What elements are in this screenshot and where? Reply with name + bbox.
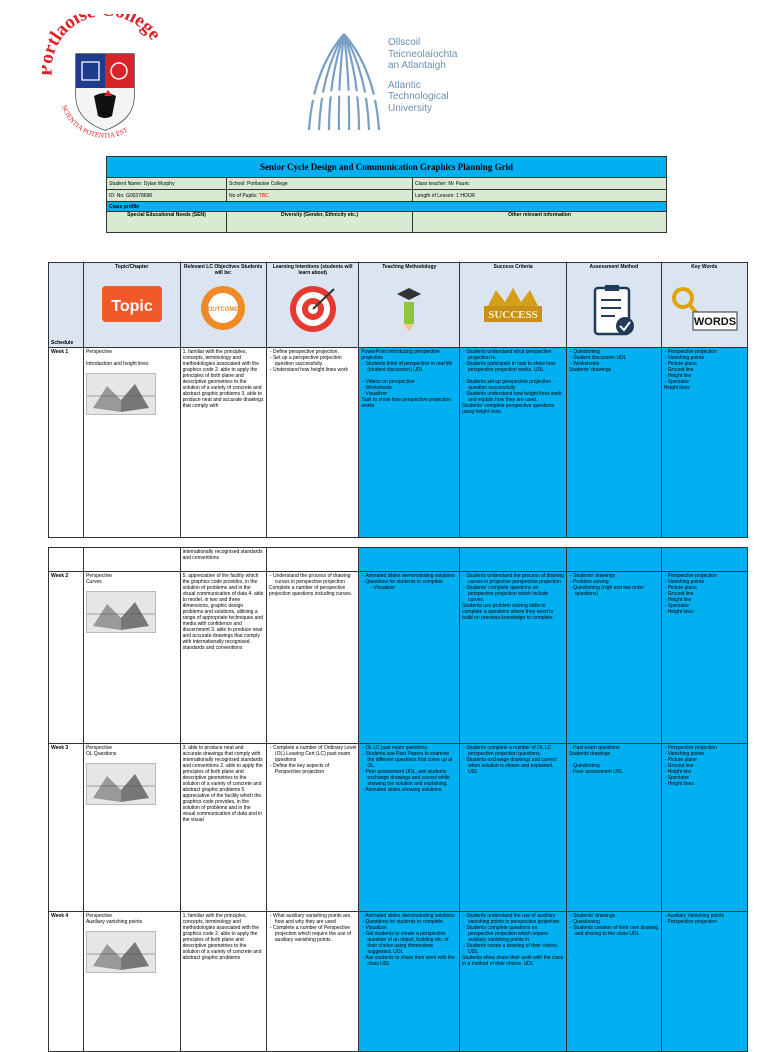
list-item: - Height line (664, 769, 692, 775)
intentions-cell (266, 572, 359, 744)
list-item: Students drawings (569, 751, 611, 757)
week-row (49, 348, 748, 538)
week-label: Week 4 (49, 912, 84, 1052)
list-item: - Ground line (664, 367, 694, 373)
atu-spacer (388, 72, 458, 80)
list-item: - Picture plane (664, 361, 697, 367)
objectives-cell: 5. appreciative of the facility which the graphics code provides, in the solution of problems and in the visual communication of data 4. able to model, in two and three dimensions, graphic design problems and solutions, utilising a range of appropriate techniques and media with confidence and discernment 3. able to produce neat and accurate drawings that comply with internationally recognised standards and conventions (180, 572, 266, 744)
clipboard-check-icon (591, 284, 637, 338)
list-item: - Peer assessment UDL, ask students exchange drawings and correct while showing the solution and explaining. (362, 769, 450, 787)
list-item: - Complete a number of Perspective projection which require the use of auxiliary vanishing points. (269, 925, 352, 943)
continuation-row (49, 548, 748, 572)
list-item: - Questions for students to complete (362, 579, 443, 585)
graduation-pencil-icon (394, 284, 424, 334)
student-id: ID: No: G00378698 (107, 190, 227, 202)
list-item: - Picture plane (664, 585, 697, 591)
list-item: - Ground line (664, 763, 694, 769)
keywords-cell (661, 348, 747, 538)
college-motto: SCIENTIA POTENTIA EST (60, 103, 130, 140)
sen-header: Special Educational Needs (SEN) (107, 212, 227, 233)
success-cell (460, 348, 567, 538)
keywords-cell (661, 572, 747, 744)
planning-grid (106, 156, 667, 233)
list-item: - Perspective projection (664, 573, 717, 579)
week-label: Week 1 (49, 348, 84, 538)
class-teacher: Class teacher: Mr Pauric (413, 178, 667, 190)
list-item: - Get students to create a perspective question of an object, building etc. of their choice using dimensions suggested. UDL (362, 931, 449, 955)
lesson-length: Length of Lesson: 1 HOUR (413, 190, 667, 202)
outcome-badge-text: OUTCOME (207, 307, 239, 313)
list-item: Task to show how perspective projection works (361, 397, 451, 409)
intentions-header (266, 263, 359, 348)
objectives-cell: 1. familiar with the principles, concepts, terminology and methodologies associated with the graphics code 2. able to apply the principles of both plane and descriptive geometries to the solution of a variety of concrete and abstract graphic problems 3. able to produce neat and accurate drawings that comply with (180, 348, 266, 538)
list-item: Students use problem solving skills to complete a questions where they need to build on previous knowledge to complete. (462, 603, 554, 621)
list-item: - Visualizer (362, 391, 388, 397)
list-item: - Students' complete questions on perspective projection which include curves. (463, 585, 549, 603)
list-item: - Problem solving (570, 579, 609, 585)
atu-line: University (388, 102, 432, 114)
list-item: - Height lines (664, 609, 694, 615)
list-item: - Students understand the process of drawing curves in projective perspective projection (463, 573, 565, 585)
list-item: - Spectator (664, 379, 690, 385)
methodology-cell (359, 744, 460, 912)
assessment-header-label: Assessment Method (589, 264, 639, 270)
topic-line: Curves (85, 579, 102, 585)
list-item: - Students creation of their own drawing and sharing to the class UDL (570, 925, 659, 937)
topic-cell (83, 744, 180, 912)
list-item: - Animated slides showing solutions. (362, 787, 443, 793)
list-item: - Perspective projection (664, 349, 717, 355)
list-item: - Ground line (664, 591, 694, 597)
list-item: - Peer assessment UDL (570, 769, 624, 775)
topic-icon (100, 284, 164, 324)
outcome-badge-icon (199, 284, 247, 332)
list-item: - Complete a number of Ordinary Level (OL) Leaving Cert (LC) past exam questions (269, 745, 357, 763)
list-item: - Students' drawings (570, 573, 616, 579)
keys-words-text: WORDS (694, 316, 737, 328)
list-item: - Animated slides demonstrating solutions (362, 573, 455, 579)
list-item: - Students set up perspective projection question successfully (463, 379, 551, 391)
keywords-header (661, 263, 747, 348)
success-crown-text: SUCCESS (488, 309, 538, 321)
list-item: - Questioning (high and low order questions) (570, 585, 644, 597)
atu-name-text (388, 37, 458, 115)
list-item: - Height line (664, 597, 692, 603)
topic-cell (83, 572, 180, 744)
topic-header-label: Topic/Chapter (115, 264, 149, 270)
diversity-header: Diversity (Gender, Ethnicity etc.) (227, 212, 413, 233)
topic-line: Introduction and height lines (85, 361, 149, 367)
list-item: - Height line (664, 373, 692, 379)
atu-line: Teicneolaíochta (388, 48, 458, 60)
success-cell (460, 912, 567, 1052)
topic-line: Perspective (85, 913, 113, 919)
keywords-cell (661, 744, 747, 912)
perspective-drawing-image (86, 591, 156, 633)
topic-line: Perspective (85, 745, 113, 751)
methodology-cell (359, 572, 460, 744)
list-item: - Students complete a number of OL LC perspective projection questions. (463, 745, 552, 757)
success-header (460, 263, 567, 348)
list-item: - Vanishing points (664, 355, 704, 361)
list-item: - Questioning (570, 763, 600, 769)
methodology-cell (359, 348, 460, 538)
list-item: - Questioning (570, 919, 600, 925)
list-item: Height lines (663, 385, 690, 391)
list-item: - Students create a drawing of their choice. UDL (463, 943, 559, 955)
assessment-cell (567, 744, 662, 912)
list-item: Students' complete perspective questions using height lines. (462, 403, 555, 415)
topic-line: Perspective (85, 349, 113, 355)
list-item: - Spectator (664, 775, 690, 781)
target-icon (288, 284, 338, 334)
pupil-count-label: No of Pupils: (229, 192, 259, 199)
list-item: - Perspective projection (664, 919, 717, 925)
assessment-cell (567, 572, 662, 744)
list-item: - Define the key aspects of Perspective projection (269, 763, 330, 775)
objectives-cell: 1. familiar with the principles, concepts, terminology and methodologies associated with the graphics code 2. able to apply the principles of both plane and descriptive geometries to the solution of a variety of concrete and abstract graphic problems (180, 912, 266, 1052)
student-name: Student Name: Dylan Murphy (107, 178, 227, 190)
other-info-header: Other relevant information (413, 212, 667, 233)
list-item: PowerPoint introducing perspective projection (361, 349, 440, 361)
list-item: - Students participate in task to show how perspective projection works. UDL (463, 361, 556, 373)
topic-cell (83, 348, 180, 538)
atu-line: Ollscoil (388, 37, 421, 48)
pupil-count (227, 190, 413, 202)
list-item: - Vanishing points (664, 751, 704, 757)
list-item: - Videos on perspective (362, 379, 415, 385)
list-item: - Perspective projection (664, 745, 717, 751)
list-item: - Students' drawings (570, 913, 616, 919)
topic-cell (83, 912, 180, 1052)
topic-line: Perspective (85, 573, 113, 579)
list-item: - Understand how height lines work (269, 367, 349, 373)
methodology-header (359, 263, 460, 348)
list-item: - Students use Past Papers to examine the different questions that come up at OL. (362, 751, 453, 769)
intentions-cell (266, 348, 359, 538)
planning-grid-title: Senior Cycle Design and Communication Graphics Planning Grid (107, 157, 667, 178)
list-item: Complete a number of perspective projection questions including curves. (268, 585, 353, 597)
intentions-header-label: Learning Intentions (students will learn about) (272, 264, 353, 276)
perspective-drawing-image (86, 931, 156, 973)
list-item: - Students understand what perspective projection is. (463, 349, 552, 361)
college-name: tlaois llege (42, 14, 166, 50)
list-item: - Students exchange drawings and correct when solution is shown and explained. UDL (463, 757, 557, 775)
perspective-drawing-image (86, 763, 156, 805)
list-item: - Define perspective projection. (269, 349, 339, 355)
list-item: - Worksheets (362, 385, 392, 391)
schedule-table-page1 (48, 262, 748, 538)
school-name: School: Portlaoise College (227, 178, 413, 190)
list-item: - Students understand the use of auxiliary vanishing points in perspective projection (463, 913, 560, 925)
topic-icon-text: Topic (111, 298, 153, 315)
list-item: - Understand the process of drawing curves in perspective projection (269, 573, 351, 585)
success-cell (460, 572, 567, 744)
assessment-cell (567, 912, 662, 1052)
list-item: Students' drawings (569, 367, 612, 373)
intentions-cell (266, 912, 359, 1052)
schedule-header: Schedule (49, 263, 84, 348)
objectives-cell: 3. able to produce neat and accurate drawings that comply with internationally recognised standards and conventions 2. able to apply the principles of both plane and descriptive geometries to the solution of a variety of concrete and abstract graphic problems 5. appreciative of the facility which the graphics code provides, in the solution of problems and in the visual communication of data and in the visual (180, 744, 266, 912)
week-label: Week 3 (49, 744, 84, 912)
atu-line: Technological (388, 91, 449, 103)
list-item: - Vanishing points (664, 579, 704, 585)
topic-line: Auxiliary vanishing points (85, 919, 143, 925)
topic-line: OL Questions (85, 751, 117, 757)
list-item: - Questions for students to complete (362, 919, 443, 925)
list-item: - Student discussion UDL (570, 355, 627, 361)
keywords-header-label: Key Words (691, 264, 718, 270)
list-item: - Visualizer (370, 585, 396, 591)
week-label: Week 2 (49, 572, 84, 744)
objectives-cell: internationally recognised standards and conventions (180, 548, 266, 572)
atu-logo-mark (305, 30, 383, 134)
week-row (49, 912, 748, 1052)
list-item: - Visualizer (362, 925, 388, 931)
assessment-cell (567, 348, 662, 538)
keys-words-icon (669, 284, 739, 336)
perspective-drawing-image (86, 373, 156, 415)
objectives-header-label: Relevant LC Objectives Students will be: (184, 264, 263, 276)
methodology-header-label: Teaching Methodology (382, 264, 437, 270)
list-item: - Past exam questions (570, 745, 620, 751)
list-item: - Spectator (664, 603, 690, 609)
success-cell (460, 744, 567, 912)
list-item: - Ask students to share their work with the class UDL (362, 955, 455, 967)
assessment-header (567, 263, 662, 348)
success-crown-icon (478, 284, 548, 328)
list-item: - Students understand how height lines work and explain how they are used. (463, 391, 562, 403)
objectives-header (180, 263, 266, 348)
list-item: - Picture plane (664, 757, 697, 763)
list-item: - Students complete questions on perspective projection which require auxiliary vanishing points in. (463, 925, 548, 943)
list-item: Students show share their work with the class in a method of their choice. UDL (462, 955, 564, 967)
list-item: - Worksheets (570, 361, 600, 367)
list-item: - What auxiliary vanishing points are, how and why they are used (269, 913, 352, 925)
keywords-cell (661, 912, 747, 1052)
topic-header (83, 263, 180, 348)
class-profile: Class profile (107, 202, 667, 212)
portlaoise-college-logo (42, 14, 168, 142)
week-row (49, 744, 748, 912)
list-item: - OL LC past exam questions. (362, 745, 429, 751)
list-item: - Set up a perspective projection question successfully. (269, 355, 342, 367)
list-item: - Auxiliary Vanishing points (664, 913, 724, 919)
pupil-count-value: TBC (258, 192, 269, 199)
methodology-cell (359, 912, 460, 1052)
list-item: - Height lines (664, 781, 694, 787)
atu-line: Atlantic (388, 79, 421, 91)
week-row (49, 572, 748, 744)
atu-line: an Atlantaigh (388, 60, 446, 72)
list-item: - Students think of perspective in real life (student discussion) UDL (362, 361, 453, 373)
list-item: - Animated slides demonstrating solutions (362, 913, 455, 919)
list-item: - Questioning (570, 349, 600, 355)
success-header-label: Success Criteria (493, 264, 533, 270)
schedule-table-page2 (48, 547, 748, 1052)
intentions-cell (266, 744, 359, 912)
